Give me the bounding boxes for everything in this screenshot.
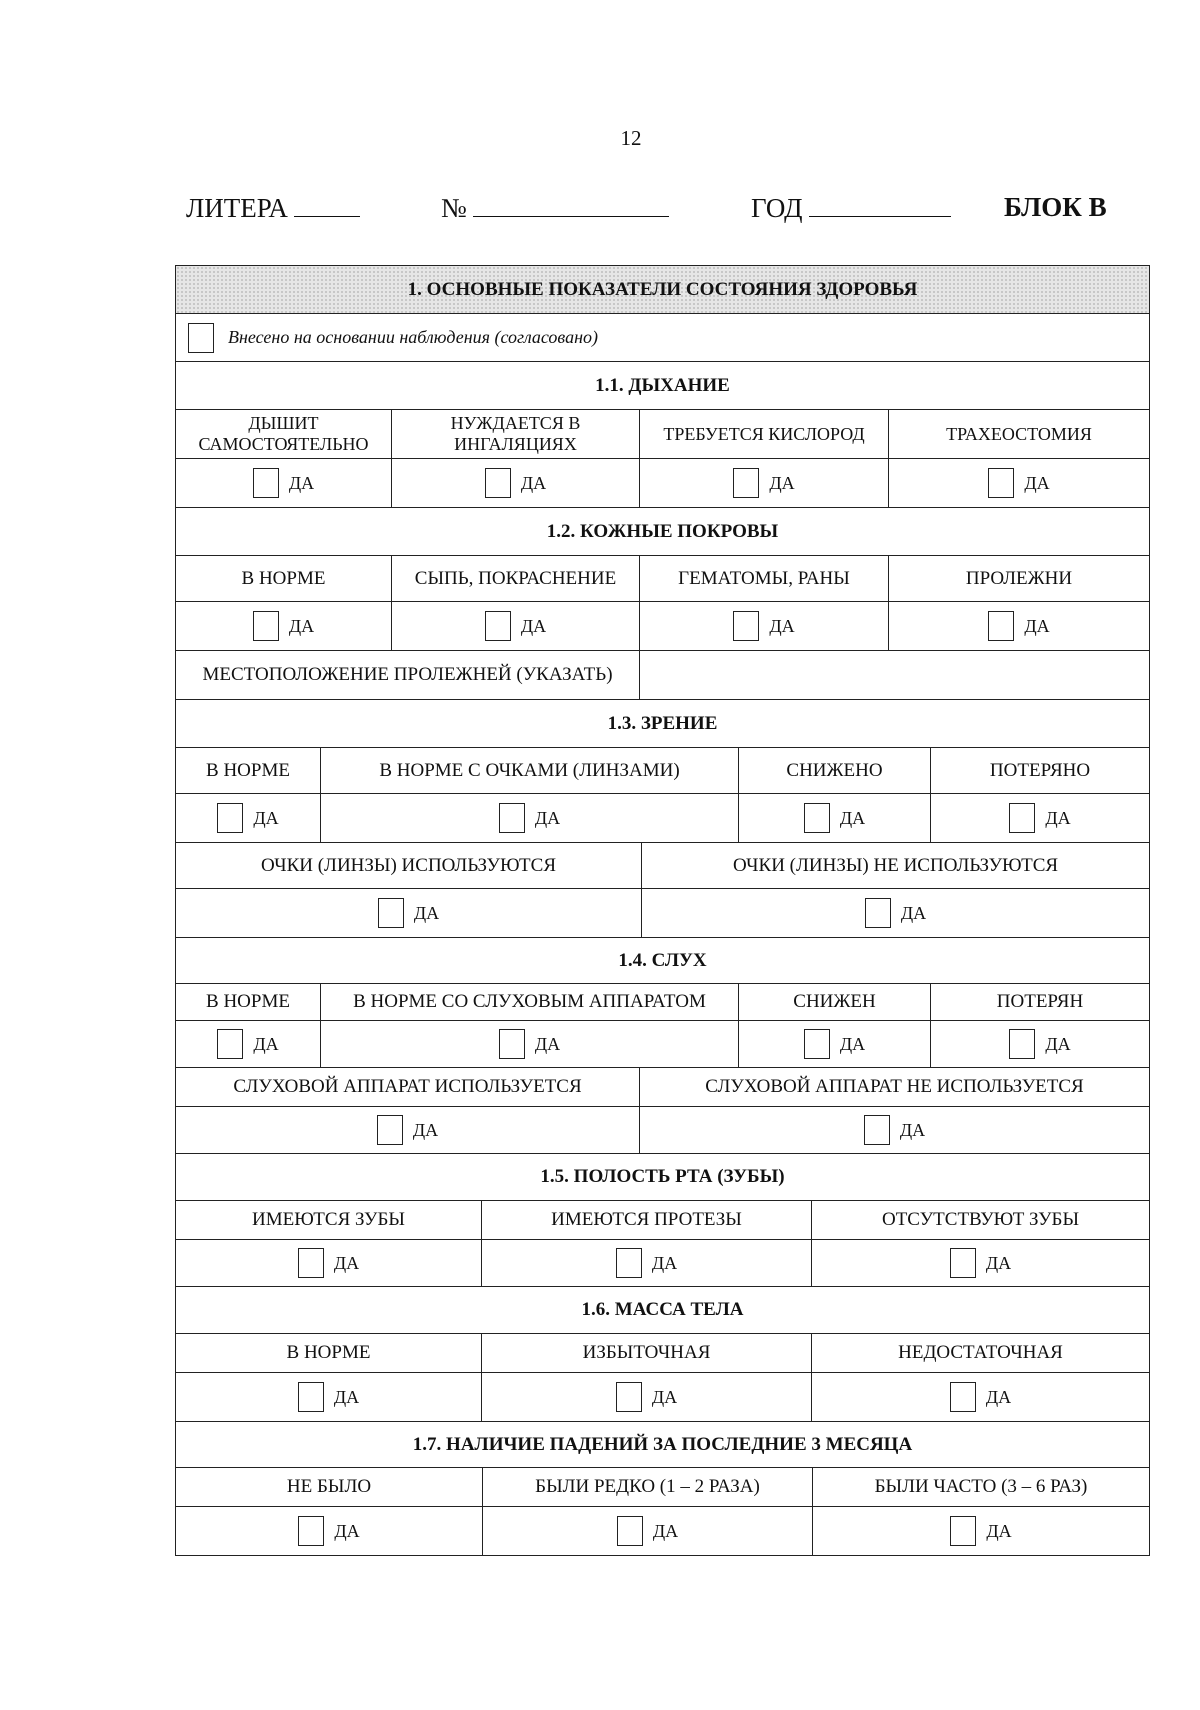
yes-cell xyxy=(888,602,1149,650)
yes-label: ДА xyxy=(413,902,440,923)
yes-cell xyxy=(176,794,320,842)
hearing-aid-yes-row xyxy=(175,1107,1150,1154)
yes-cell xyxy=(811,1240,1149,1286)
yes-label: ДА xyxy=(1045,807,1071,828)
litera-blank[interactable] xyxy=(294,192,360,217)
weight-checkbox[interactable] xyxy=(298,1382,324,1412)
form-header xyxy=(186,192,1116,232)
yes-label: ДА xyxy=(769,472,795,493)
vision-option-label: СНИЖЕНО xyxy=(738,748,930,793)
skin-option-label: ПРОЛЕЖНИ xyxy=(888,556,1149,601)
yes-label: ДА xyxy=(986,1520,1012,1541)
breathing-checkbox[interactable] xyxy=(733,468,759,498)
yes-label: ДА xyxy=(651,1386,678,1407)
yes-label: ДА xyxy=(769,615,795,636)
skin-checkbox[interactable] xyxy=(733,611,759,641)
weight-labels xyxy=(175,1334,1150,1373)
breathing-option-label: ТРЕБУЕТСЯ КИСЛОРОД xyxy=(639,410,888,458)
hearing-aid-option-label: СЛУХОВОЙ АППАРАТ НЕ ИСПОЛЬЗУЕТСЯ xyxy=(639,1068,1149,1106)
hearing-option-label: ПОТЕРЯН xyxy=(930,984,1149,1020)
yes-cell xyxy=(888,459,1149,507)
hearing-option-label: В НОРМЕ СО СЛУХОВЫМ АППАРАТОМ xyxy=(320,984,738,1020)
yes-label: ДА xyxy=(839,1033,866,1054)
oral-title: 1.5. ПОЛОСТЬ РТА (ЗУБЫ) xyxy=(175,1154,1150,1201)
vision-option-label: В НОРМЕ xyxy=(206,759,290,781)
falls-yes-row xyxy=(175,1507,1150,1556)
hearing-labels xyxy=(175,984,1150,1021)
glasses-checkbox[interactable] xyxy=(378,898,404,928)
yes-label: ДА xyxy=(534,1033,561,1054)
hearing-aid-checkbox[interactable] xyxy=(377,1115,403,1145)
yes-cell xyxy=(930,794,1149,842)
yes-cell xyxy=(639,602,888,650)
yes-label: ДА xyxy=(534,807,561,828)
yes-cell xyxy=(176,1373,481,1421)
skin-checkbox[interactable] xyxy=(253,611,279,641)
yes-label: ДА xyxy=(1045,1033,1071,1054)
weight-option-label: В НОРМЕ xyxy=(286,1342,371,1364)
vision-checkbox[interactable] xyxy=(804,803,830,833)
falls-checkbox[interactable] xyxy=(950,1516,976,1546)
glasses-option-label: ОЧКИ (ЛИНЗЫ) НЕ ИСПОЛЬЗУЮТСЯ xyxy=(641,843,1149,888)
falls-option-label: БЫЛИ РЕДКО (1 – 2 РАЗА) xyxy=(482,1468,812,1506)
hearing-aid-checkbox[interactable] xyxy=(864,1115,890,1145)
health-indicators-form xyxy=(175,265,1150,1556)
yes-cell xyxy=(176,602,391,650)
vision-labels xyxy=(175,748,1150,794)
yes-cell xyxy=(639,1107,1149,1153)
falls-title: 1.7. НАЛИЧИЕ ПАДЕНИЙ ЗА ПОСЛЕДНИЕ 3 МЕСЯЦА xyxy=(175,1422,1150,1468)
weight-checkbox[interactable] xyxy=(616,1382,642,1412)
breathing-title: 1.1. ДЫХАНИЕ xyxy=(175,362,1150,410)
yes-cell xyxy=(930,1021,1149,1067)
glasses-option-label: ОЧКИ (ЛИНЗЫ) ИСПОЛЬЗУЮТСЯ xyxy=(260,854,557,876)
falls-checkbox[interactable] xyxy=(298,1516,324,1546)
breathing-labels xyxy=(175,410,1150,459)
breathing-option-label: НУЖДАЕТСЯ В ИНГАЛЯЦИЯХ xyxy=(391,410,639,458)
glasses-labels xyxy=(175,843,1150,889)
oral-option-label: ОТСУТСТВУЮТ ЗУБЫ xyxy=(811,1201,1149,1239)
yes-label: ДА xyxy=(253,1033,279,1054)
falls-checkbox[interactable] xyxy=(617,1516,643,1546)
litera-field[interactable] xyxy=(186,192,360,224)
skin-option-label: ГЕМАТОМЫ, РАНЫ xyxy=(639,556,888,601)
yes-label: ДА xyxy=(288,472,315,493)
hearing-checkbox[interactable] xyxy=(217,1029,243,1059)
oral-checkbox[interactable] xyxy=(950,1248,976,1278)
yes-cell xyxy=(391,602,639,650)
section-title: 1. ОСНОВНЫЕ ПОКАЗАТЕЛИ СОСТОЯНИЯ ЗДОРОВЬЯ xyxy=(175,265,1150,314)
yes-label: ДА xyxy=(651,1252,678,1273)
yes-cell xyxy=(481,1373,811,1421)
hearing-aid-labels xyxy=(175,1068,1150,1107)
observation-row xyxy=(175,314,1150,362)
weight-option-label: НЕДОСТАТОЧНАЯ xyxy=(811,1334,1149,1372)
breathing-option-label: ДЫШИТ САМОСТОЯТЕЛЬНО xyxy=(198,413,369,454)
falls-option-label: БЫЛИ ЧАСТО (3 – 6 РАЗ) xyxy=(812,1468,1149,1506)
glasses-checkbox[interactable] xyxy=(865,898,891,928)
yes-cell xyxy=(176,1107,639,1153)
yes-cell xyxy=(738,794,930,842)
year-field[interactable] xyxy=(751,192,951,224)
pressure-ulcer-location-input[interactable] xyxy=(639,651,1149,699)
yes-cell xyxy=(811,1373,1149,1421)
yes-label: ДА xyxy=(1024,615,1050,636)
vision-title: 1.3. ЗРЕНИЕ xyxy=(175,700,1150,748)
hearing-option-label: СНИЖЕН xyxy=(738,984,930,1020)
skin-labels xyxy=(175,556,1150,602)
oral-option-label: ИМЕЮТСЯ ЗУБЫ xyxy=(252,1209,405,1231)
yes-cell xyxy=(176,459,391,507)
number-blank[interactable] xyxy=(473,192,669,217)
litera-label: ЛИТЕРА xyxy=(186,193,288,223)
hearing-checkbox[interactable] xyxy=(499,1029,525,1059)
yes-cell xyxy=(176,889,641,937)
glasses-yes-row xyxy=(175,889,1150,938)
yes-cell xyxy=(738,1021,930,1067)
yes-label: ДА xyxy=(900,902,927,923)
year-label: ГОД xyxy=(751,193,803,223)
yes-cell xyxy=(320,794,738,842)
yes-label: ДА xyxy=(253,807,279,828)
pressure-ulcer-location-row xyxy=(175,651,1150,700)
observation-checkbox[interactable] xyxy=(188,323,214,353)
block-label: БЛОК В xyxy=(1004,192,1107,222)
yes-cell xyxy=(176,1021,320,1067)
oral-labels xyxy=(175,1201,1150,1240)
yes-label: ДА xyxy=(899,1119,926,1140)
yes-cell xyxy=(481,1240,811,1286)
oral-yes-row xyxy=(175,1240,1150,1287)
skin-yes-row xyxy=(175,602,1150,651)
yes-cell xyxy=(176,1240,481,1286)
vision-option-label: ПОТЕРЯНО xyxy=(930,748,1149,793)
hearing-option-label: В НОРМЕ xyxy=(206,991,290,1013)
skin-option-label: СЫПЬ, ПОКРАСНЕНИЕ xyxy=(391,556,639,601)
observation-note: Внесено на основании наблюдения (согласовано) xyxy=(228,327,599,347)
vision-checkbox[interactable] xyxy=(1009,803,1035,833)
hearing-yes-row xyxy=(175,1021,1150,1068)
hearing-aid-option-label: СЛУХОВОЙ АППАРАТ ИСПОЛЬЗУЕТСЯ xyxy=(233,1076,582,1098)
yes-cell xyxy=(641,889,1149,937)
skin-option-label: В НОРМЕ xyxy=(241,567,326,589)
yes-label: ДА xyxy=(520,615,547,636)
vision-checkbox[interactable] xyxy=(499,803,525,833)
weight-yes-row xyxy=(175,1373,1150,1422)
vision-checkbox[interactable] xyxy=(217,803,243,833)
oral-checkbox[interactable] xyxy=(616,1248,642,1278)
yes-label: ДА xyxy=(333,1252,360,1273)
year-blank[interactable] xyxy=(809,192,951,217)
skin-checkbox[interactable] xyxy=(485,611,511,641)
breathing-checkbox[interactable] xyxy=(988,468,1014,498)
breathing-checkbox[interactable] xyxy=(485,468,511,498)
breathing-yes-row xyxy=(175,459,1150,508)
yes-cell xyxy=(482,1507,812,1555)
vision-yes-row xyxy=(175,794,1150,843)
yes-label: ДА xyxy=(985,1386,1012,1407)
yes-label: ДА xyxy=(1024,472,1050,493)
vision-option-label: В НОРМЕ С ОЧКАМИ (ЛИНЗАМИ) xyxy=(320,748,738,793)
falls-labels xyxy=(175,1468,1150,1507)
yes-cell xyxy=(812,1507,1149,1555)
yes-label: ДА xyxy=(288,615,315,636)
yes-cell xyxy=(320,1021,738,1067)
yes-label: ДА xyxy=(333,1386,360,1407)
falls-option-label: НЕ БЫЛО xyxy=(286,1476,372,1498)
skin-checkbox[interactable] xyxy=(988,611,1014,641)
pressure-ulcer-location-label: МЕСТОПОЛОЖЕНИЕ ПРОЛЕЖНЕЙ (УКАЗАТЬ) xyxy=(202,664,613,686)
skin-title: 1.2. КОЖНЫЕ ПОКРОВЫ xyxy=(175,508,1150,556)
hearing-checkbox[interactable] xyxy=(1009,1029,1035,1059)
yes-label: ДА xyxy=(520,472,547,493)
oral-checkbox[interactable] xyxy=(298,1248,324,1278)
yes-label: ДА xyxy=(334,1520,360,1541)
weight-checkbox[interactable] xyxy=(950,1382,976,1412)
weight-title: 1.6. МАССА ТЕЛА xyxy=(175,1287,1150,1334)
yes-label: ДА xyxy=(652,1520,679,1541)
breathing-option-label: ТРАХЕОСТОМИЯ xyxy=(888,410,1149,458)
yes-cell xyxy=(176,1507,482,1555)
yes-cell xyxy=(639,459,888,507)
hearing-checkbox[interactable] xyxy=(804,1029,830,1059)
breathing-checkbox[interactable] xyxy=(253,468,279,498)
yes-cell xyxy=(391,459,639,507)
number-field[interactable] xyxy=(441,192,669,224)
weight-option-label: ИЗБЫТОЧНАЯ xyxy=(481,1334,811,1372)
page-number: 12 xyxy=(620,126,642,150)
yes-label: ДА xyxy=(412,1119,439,1140)
hearing-title: 1.4. СЛУХ xyxy=(175,938,1150,984)
oral-option-label: ИМЕЮТСЯ ПРОТЕЗЫ xyxy=(481,1201,811,1239)
yes-label: ДА xyxy=(839,807,866,828)
yes-label: ДА xyxy=(985,1252,1012,1273)
number-label: № xyxy=(441,193,467,223)
